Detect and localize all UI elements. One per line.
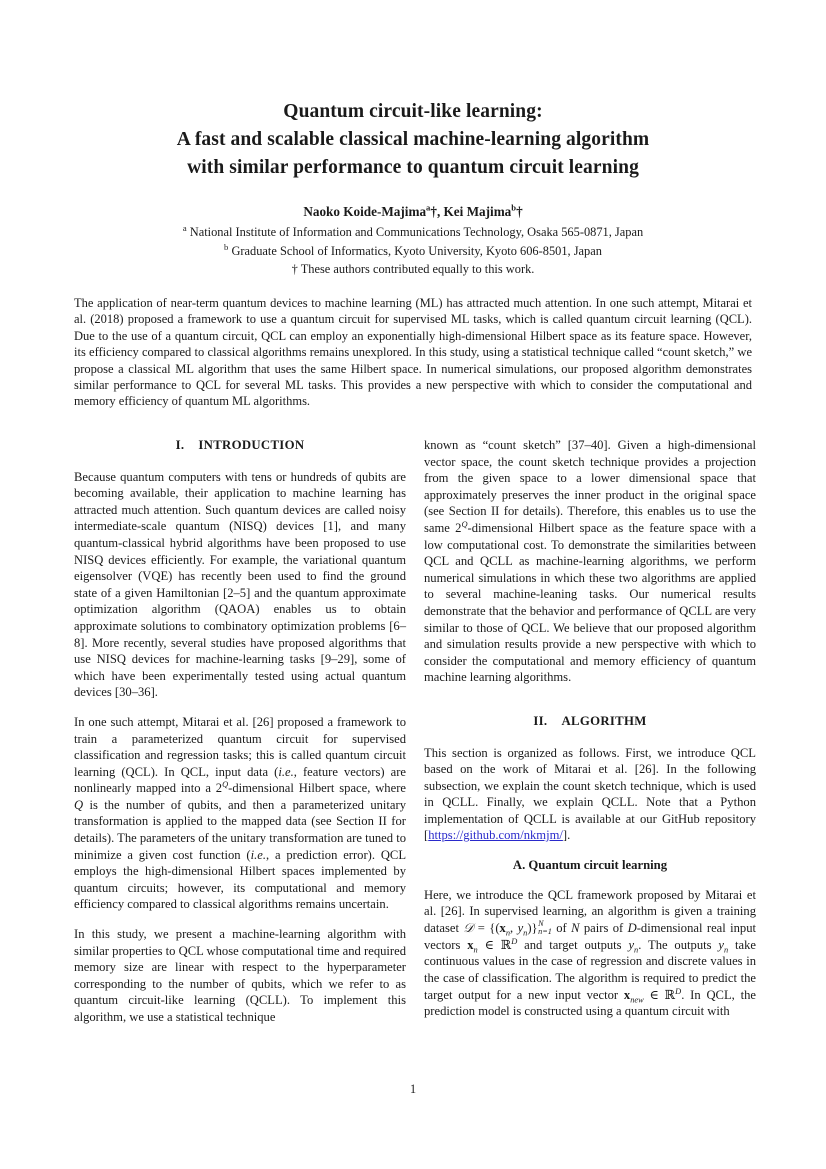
math-real-numbers-symbol-2: ℝ [664, 986, 676, 1002]
math-var-y-1: y [517, 920, 524, 935]
math-dataset-symbol: 𝒟 [463, 919, 474, 935]
intro-p2-exponent-q: Q [222, 780, 229, 790]
math-subscript-n-4: n [634, 945, 639, 955]
math-var-y-3: y [718, 937, 724, 952]
affiliation-b-text: Graduate School of Informatics, Kyoto University, Kyoto 606-8501, Japan [228, 243, 602, 258]
intro-p2-part-e: , a prediction error). QCL employs the high-dimensional Hilbert spaces implemented by quantum circuits; however, its computational and memory efficiency compared to classical algorithms remains uncertain. [74, 847, 407, 912]
title-line-3: with similar performance to quantum circuit learning [187, 157, 639, 178]
math-subscript-new: new [630, 995, 644, 1005]
affiliation-a-text: National Institute of Information and Communications Technology, Osaka 565-0871, Japan [186, 225, 644, 239]
intro-paragraph-2 [74, 714, 406, 913]
math-index-stack [538, 920, 552, 937]
algorithm-intro-part-b: ]. [562, 828, 571, 843]
column-right [424, 437, 756, 1020]
sub-a-part-6: pairs of [579, 920, 628, 935]
sub-a-part-12: ∈ [643, 987, 665, 1002]
affiliation-marker-a: a [182, 222, 187, 233]
intro-paragraph-3: In this study, we present a machine-learning algorithm with similar properties to QCL whose computational time and required memory size are linear with respect to the hyperparameter corresponding to the number of qubits, which we refer to as quantum circuit-like learning (QCLL). To implement this algorithm, we use a statistical technique [74, 927, 406, 1024]
author-names-post: † [516, 204, 523, 219]
abstract-text: The application of near-term quantum devices to machine learning (ML) has attracted much attention. In one such attempt, Mitarai et al. (2018) proposed a framework to use a quantum circuit for supervised ML tasks, which is called quantum circuit learning (QCL). Due to the use of a quantum circuit, QCL can employ an exponentially high-dimensional Hilbert space as its feature space. However, its efficiency compared to classical algorithms remains unexplored. In this study, using a statistical technique called “count sketch,” we propose a classical ML algorithm that uses the same Hilbert space. In numerical simulations, our proposed algorithm demonstrates similar performance to QCL for several ML tasks. This provides a new perspective with which to consider the computational and memory efficiency of quantum ML algorithms. [74, 296, 752, 409]
math-real-numbers-symbol-1: ℝ [500, 936, 512, 952]
math-stack-upper: N [538, 919, 544, 929]
intro-p2-part-a: In one such attempt, Mitarai et al. [26] proposed a framework to train a parameterized quantum circuit for supervised classification and regression tasks; this is called quantum circuit learning (QCL). In QCL, input data ( [74, 714, 406, 779]
math-vector-x-2: x [467, 937, 474, 952]
section-numeral-1: I. [175, 438, 185, 452]
intro-p2-part-c: -dimensional Hilbert space, where [228, 781, 406, 796]
column-left [74, 437, 406, 1026]
affiliation-marker-b: b [224, 241, 229, 252]
math-stack-lower: n=1 [538, 927, 552, 937]
math-vector-x: x [499, 920, 506, 935]
sub-a-part-10: . The outputs [638, 937, 719, 952]
intro-p2-part-b: , feature vectors) are nonlinearly mapped into a 2 [74, 764, 407, 796]
section-numeral-2: II. [533, 713, 548, 728]
math-subscript-n-1: n [505, 928, 511, 938]
section-title-1: INTRODUCTION [198, 438, 305, 452]
intro-p4-part-b: -dimensional Hilbert space as the feature space with a low computational cost. To demonstrate the similarities between QCL and QCLL as machine-learning algorithms, we perform numerical simulations in which these two algorithms are applied to several machine-leaning tasks. Our numerical results demonstrate that the behavior and performance of QCLL are very similar to those of QCL. We believe that our proposed algorithm and simulation results provide a new perspective with which to consider the computational and memory efficiency of quantum machine learning algorithms. [424, 520, 756, 685]
algorithm-intro-part-a: This section is organized as follows. First, we introduce QCL based on the work of Mitarai et al. [26]. In the following subsection, we explain the count sketch technique, which is used in QCLL. Finally, we explain QCLL. Note that a Python implementation of QCLL is available at our GitHub repository [ [424, 745, 756, 843]
sub-a-part-1: Here, we introduce the QCL framework proposed by Mitarai et al. [26]. In supervised learning, an algorithm is given a training dataset [424, 887, 756, 935]
intro-p4-part-a: known as “count sketch” [37–40]. Given a high-dimensional vector space, the count sketch technique provides a projection from the given space to a lower dimensional space that approximately preserves the inner product in the original space (see Section II for details). Therefore, this enables us to use the same 2 [424, 438, 756, 535]
intro-p2-ie-2: i.e. [250, 847, 266, 862]
paper-title [74, 98, 752, 182]
section-heading-introduction [74, 437, 406, 454]
intro-p2-var-q: Q [74, 797, 84, 812]
title-line-1: Quantum circuit-like learning: [283, 101, 543, 122]
math-superscript-D-1: D [511, 936, 518, 946]
affiliation-b [74, 242, 752, 261]
author-names [74, 202, 752, 221]
author-name-1: Naoko Koide-Majima [303, 204, 427, 219]
sub-a-part-4: )} [527, 920, 538, 935]
math-subscript-n-3: n [473, 945, 478, 955]
subsection-heading-quantum-circuit-learning: A. Quantum circuit learning [512, 858, 668, 873]
sub-a-part-2: = {( [473, 920, 500, 935]
author-affil-marker-b: b [511, 202, 517, 213]
intro-p2-part-d: is the number of qubits, and then a parameterized unitary transformation is applied to the mapped data (see Section II for details). The parameters of the unitary transformation are tuned to minimize a given cost function ( [74, 797, 406, 862]
sub-a-part-9: and target outputs [517, 937, 629, 952]
math-subscript-n-2: n [523, 928, 528, 938]
sub-a-part-3: , [510, 920, 518, 935]
author-affil-marker-a: a [426, 202, 431, 213]
section-spacer [424, 699, 756, 713]
affiliation-a [74, 223, 752, 242]
sub-a-part-8: ∈ [477, 937, 501, 952]
intro-paragraph-1: Because quantum computers with tens or hundreds of qubits are becoming available, their application to machine learning has attracted much attention. Such quantum devices are called noisy intermediate-scale quantum (NISQ) devices [1], and many quantum-classical hybrid algorithms have been proposed to use NISQ devices efficiently. For example, the variational quantum eigensolver (VQE) has recently been used to find the ground state of a given Hamiltonian [2–5] and the quantum approximate optimization algorithm (QAOA) enables us to obtain approximate solutions to combinatory optimization problems [6–8]. More recently, several studies have proposed algorithms that use NISQ devices for machine-learning tasks [9–29], some of which have been experimentally tested using actual quantum devices [30–36]. [74, 469, 406, 700]
author-block [74, 202, 752, 279]
intro-p2-ie-1: i.e. [278, 764, 294, 779]
algorithm-intro-paragraph [424, 745, 756, 845]
title-line-2: A fast and scalable classical machine-learning algorithm [176, 129, 650, 150]
sub-a-part-7: -dimensional real input vectors [424, 920, 757, 952]
math-var-D-1: D [627, 920, 637, 935]
github-repository-link[interactable]: https://github.com/nkmjm/ [428, 828, 563, 843]
math-vector-x-new: x [623, 987, 631, 1002]
subsection-a-paragraph-1 [424, 887, 756, 1020]
math-var-y-2: y [628, 937, 635, 952]
section-title-2: ALGORITHM [561, 713, 647, 728]
intro-paragraph-4 [424, 437, 756, 686]
sub-a-part-13: . In QCL, the prediction model is constructed using a quantum circuit with [424, 987, 756, 1019]
author-names-mid: †, Kei Majima [430, 204, 512, 219]
sub-a-part-11: take continuous values in the case of regression and discrete values in the case of classification. The algorithm is required to predict the target output for a new input vector [424, 937, 757, 1002]
math-var-N: N [571, 920, 580, 935]
math-superscript-D-2: D [675, 986, 682, 996]
math-subscript-n-5: n [723, 945, 729, 955]
intro-p4-exponent-q: Q [461, 519, 468, 529]
section-heading-algorithm [424, 713, 756, 730]
sub-a-part-5: of [551, 920, 572, 935]
equal-contribution-note: † These authors contributed equally to this work. [291, 262, 535, 276]
page-number: 1 [409, 1082, 417, 1096]
